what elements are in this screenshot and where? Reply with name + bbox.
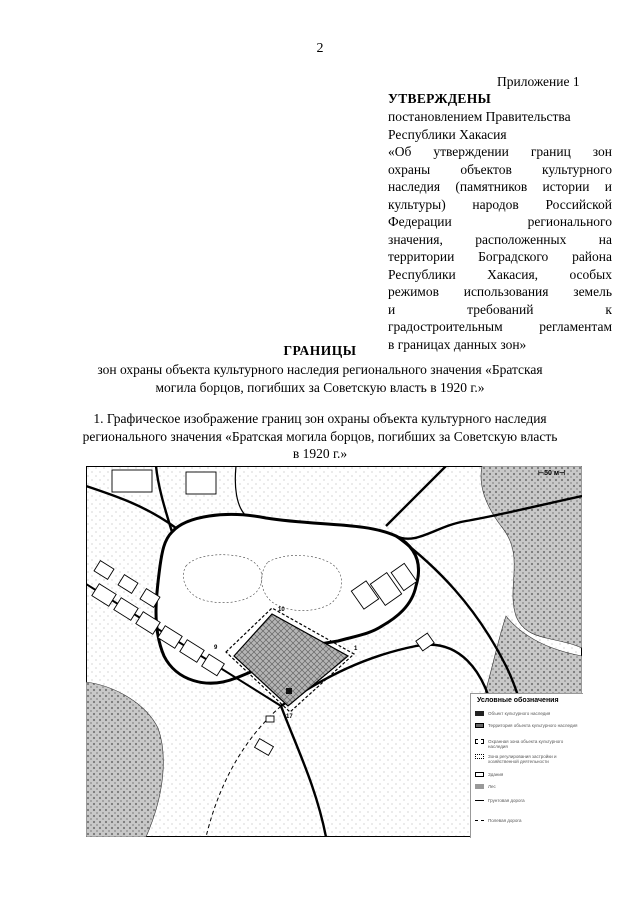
map-legend <box>470 693 583 838</box>
legend-item <box>475 754 581 764</box>
legend-swatch <box>475 820 484 821</box>
decree-line: Республики Хакасия, особых <box>388 266 612 282</box>
point-label: 10 <box>278 607 285 613</box>
legend-swatch <box>475 723 484 728</box>
decree-line: градостроительным регламентам <box>388 319 612 334</box>
legend-label: Здания <box>488 772 504 777</box>
decree-line: территории Боградского района <box>388 249 612 264</box>
decree-line: режимов использования земель <box>388 284 612 299</box>
legend-item <box>475 798 581 803</box>
legend-item <box>475 739 581 749</box>
legend-item <box>475 711 581 716</box>
decree-text <box>388 108 612 353</box>
section-line: 1. Графическое изображение границ зон охраны объекта культурного наследия <box>93 411 547 426</box>
legend-swatch <box>475 754 484 759</box>
legend-swatch <box>475 739 484 744</box>
document-title: ГРАНИЦЫ <box>283 343 357 358</box>
point-label: 1 <box>354 646 358 652</box>
building <box>186 472 216 494</box>
decree-line: охраны объектов культурного <box>388 161 612 177</box>
building <box>112 470 152 492</box>
section-heading <box>70 410 570 463</box>
page-number: 2 <box>316 41 324 56</box>
subtitle-line: зон охраны объекта культурного наследия регионального значения «Братская <box>97 362 543 377</box>
section-line: регионального значения «Братская могила борцов, погибших за Советскую власть <box>82 428 558 444</box>
legend-label: Зона регулирования застройки и хозяйственной деятельности <box>488 754 557 764</box>
legend-item <box>475 772 581 777</box>
document-subtitle <box>60 361 580 396</box>
subtitle-line: могила борцов, погибших за Советскую власть в 1920 г.» <box>155 379 485 395</box>
section-line: в 1920 г.» <box>292 446 348 461</box>
legend-item <box>475 818 581 823</box>
legend-label: Полевая дорога <box>488 818 522 823</box>
decree-line: Федерации регионального <box>388 214 612 229</box>
decree-line: значения, расположенных на <box>388 231 612 247</box>
legend-label: Грунтовая дорога <box>488 798 525 803</box>
decree-line: «Об утверждении границ зон <box>388 144 612 159</box>
legend-title: Условные обозначения <box>477 697 559 704</box>
point-label: 9 <box>214 645 218 651</box>
appendix-label: Приложение 1 <box>497 74 580 89</box>
legend-item <box>475 723 581 728</box>
scale-bar: ⊢50 м⊣ <box>538 470 566 477</box>
decree-line: Республики Хакасия <box>388 126 507 142</box>
approved-heading: УТВЕРЖДЕНЫ <box>388 91 492 106</box>
legend-label: Территория объекта культурного наследия <box>488 723 578 728</box>
legend-label: Объект культурного наследия <box>488 711 551 716</box>
decree-line: и требований к <box>388 301 612 317</box>
legend-label: Лес <box>488 784 496 789</box>
decree-line: постановлением Правительства <box>388 109 571 124</box>
legend-label: Охранная зона объекта культурного наследия <box>488 739 564 749</box>
heritage-object <box>286 688 292 694</box>
decree-line: в границах данных зон» <box>388 336 527 352</box>
building <box>266 716 274 722</box>
decree-line: наследия (памятников истории и <box>388 179 612 194</box>
legend-swatch <box>475 784 484 789</box>
decree-line: культуры) народов Российской <box>388 196 612 212</box>
legend-swatch <box>475 711 484 716</box>
legend-swatch <box>475 772 484 777</box>
legend-item <box>475 784 581 789</box>
legend-swatch <box>475 800 484 801</box>
point-label: 17 <box>286 714 293 720</box>
